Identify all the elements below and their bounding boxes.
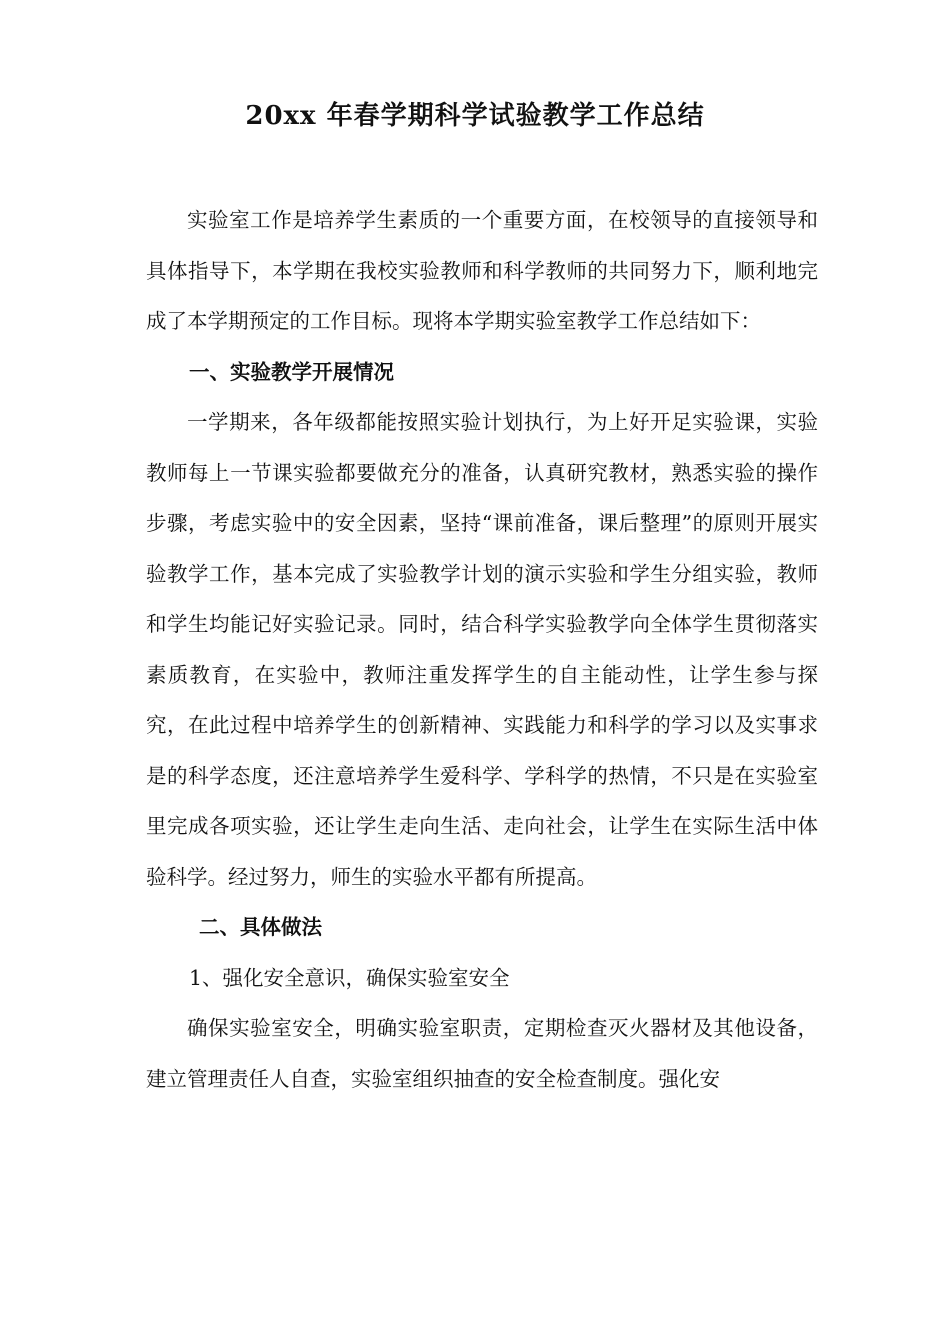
intro-paragraph: 实验室工作是培养学生素质的一个重要方面，在校领导的直接领导和具体指导下，本学期在我校实验教师和科学教师的共同努力下，顺利地完成了本学期预定的工作目标。现将本学期实验室教学工作总结如下： <box>146 208 818 333</box>
document-title: 20xx 年春学期科学试验教学工作总结 <box>245 101 705 131</box>
subsection-1-heading: 1、强化安全意识，确保实验室安全 <box>189 965 510 990</box>
section-1-heading: 一、实验教学开展情况 <box>189 359 394 384</box>
section-1-paragraph: 一学期来，各年级都能按照实验计划执行，为上好开足实验课，实验教师每上一节课实验都要做充分的准备，认真研究教材，熟悉实验的操作步骤，考虑实验中的安全因素，坚持“课前准备，课后整理”的原则开展实验教学工作，基本完成了实验教学计划的演示实验和学生分组实验，教师和学生均能记好实验记录。同时，结合科学实验教学向全体学生贯彻落实素质教育，在实验中，教师注重发挥学生的自主能动性，让学生参与探究，在此过程中培养学生的创新精神、实践能力和科学的学习以及实事求是的科学态度，还注意培养学生爱科学、学科学的热情，不只是在实验室里完成各项实验，还让学生走向生活、走向社会，让学生在实际生活中体验科学。经过努力，师生的实验水平都有所提高。 <box>146 410 818 889</box>
document-body <box>146 195 818 1104</box>
subsection-1-paragraph: 确保实验室安全，明确实验室职责，定期检查灭火器材及其他设备，建立管理责任人自查，实验室组织抽查的安全检查制度。强化安 <box>146 1016 818 1091</box>
section-2-heading: 二、具体做法 <box>199 915 322 939</box>
